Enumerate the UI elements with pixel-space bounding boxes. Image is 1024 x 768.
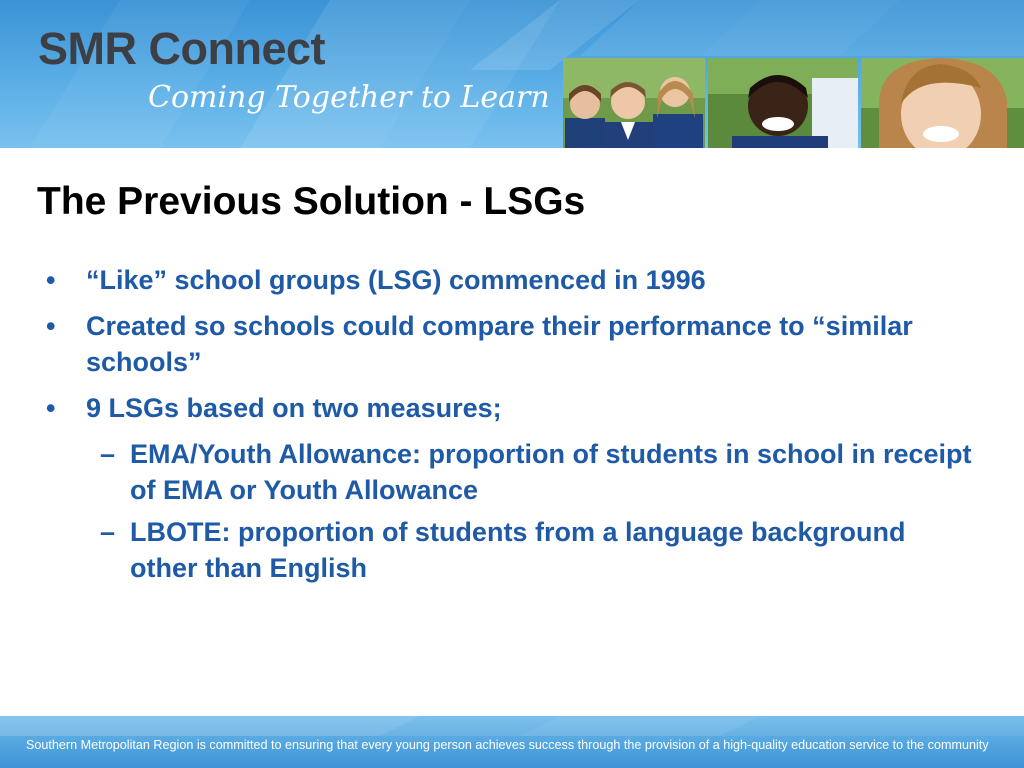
brand-title: SMR Connect — [38, 23, 325, 74]
bullet-item — [40, 308, 980, 380]
bullet-item — [40, 390, 980, 426]
sub-bullet-marker: – — [100, 439, 116, 469]
sub-bullet-text: EMA/Youth Allowance: proportion of students in school in receipt of EMA or Youth Allowance — [130, 439, 972, 505]
header-banner — [0, 0, 1024, 148]
bullet-text: “Like” school groups (LSG) commenced in 1996 — [86, 265, 706, 295]
sub-bullet-text: LBOTE: proportion of students from a language background other than English — [130, 517, 906, 583]
photo-smiling-girl — [861, 58, 1024, 148]
bullet-marker: • — [46, 311, 56, 341]
bullet-marker: • — [46, 393, 56, 423]
photo-smiling-boy — [708, 58, 858, 148]
slide-title: The Previous Solution - LSGs — [37, 180, 586, 223]
bullet-list — [40, 262, 980, 592]
footer-bar — [0, 716, 1024, 768]
photo-group-of-students — [563, 58, 705, 148]
bullet-marker: • — [46, 265, 56, 295]
sub-bullet-marker: – — [100, 517, 116, 547]
sub-bullet-item — [40, 514, 980, 586]
bullet-text: 9 LSGs based on two measures; — [86, 393, 502, 423]
sub-bullet-item — [40, 436, 980, 508]
footer-text: Southern Metropolitan Region is committed to ensuring that every young person achieves success through the provision of a high-quality education service to the community — [26, 738, 989, 752]
brand-tagline: Coming Together to Learn — [148, 80, 550, 115]
bullet-item — [40, 262, 980, 298]
bullet-text: Created so schools could compare their performance to “similar schools” — [86, 311, 913, 377]
